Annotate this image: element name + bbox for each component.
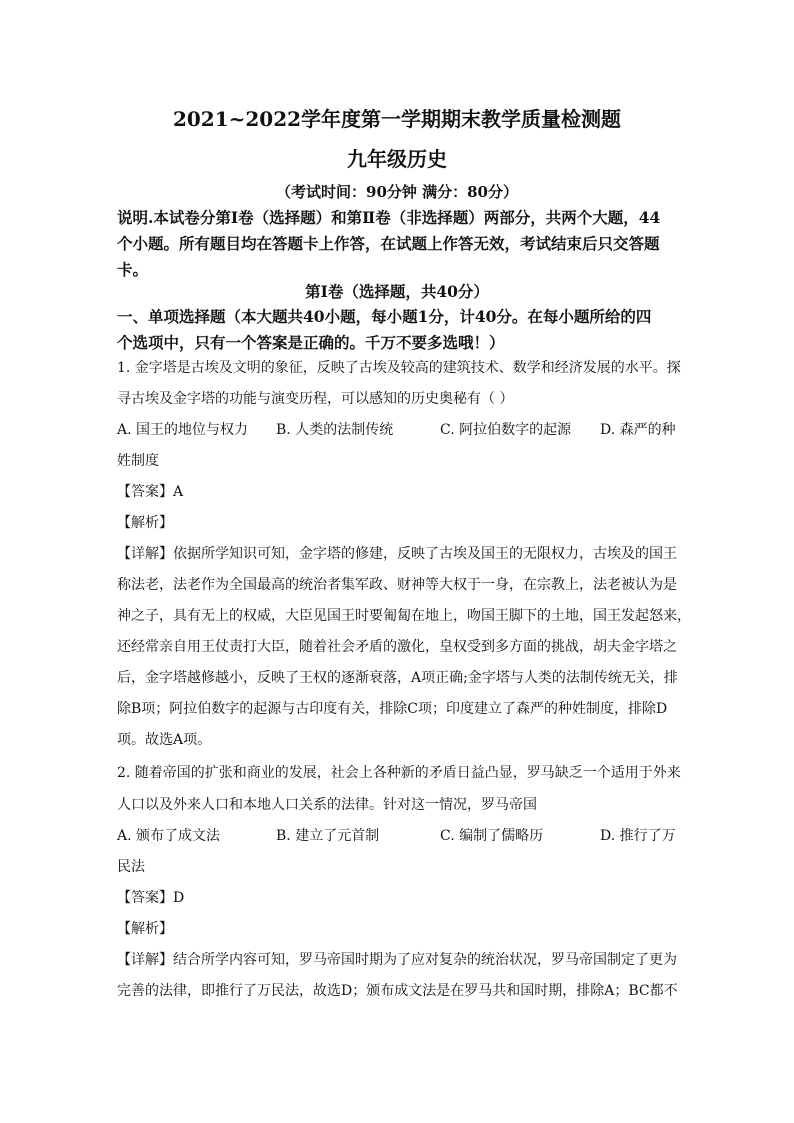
option-d-continuation: 姓制度: [117, 453, 159, 469]
answer-label: 【答案】D: [117, 890, 185, 906]
answer-label: 【答案】A: [117, 484, 184, 500]
option-b: B. 建立了元首制: [276, 828, 380, 844]
instruction-line: 说明.本试卷分第Ⅰ卷（选择题）和第Ⅱ卷（非选择题）两部分，共两个大题，44: [117, 208, 661, 227]
instruction-line: 卡。: [117, 260, 149, 279]
section-intro-line: 个选项中，只有一个答案是正确的。千万不要多选哦！）: [117, 333, 505, 352]
detail-line: 【详解】依据所学知识可知，金字塔的修建，反映了古埃及国王的无限权力，古埃及的国王: [117, 546, 677, 562]
option-c: C. 阿拉伯数字的起源: [440, 422, 572, 438]
option-a: A. 颁布了成文法: [117, 828, 221, 844]
exam-time-info: （考试时间：90分钟 满分：80分）: [276, 183, 518, 201]
detail-line: 还经常亲自用王仗责打大臣，随着社会矛盾的激化，皇权受到多方面的挑战，胡夫金字塔之: [117, 639, 677, 655]
exam-subject: 九年级历史: [347, 147, 447, 171]
detail-line: 神之子，具有无上的权威，大臣见国王时要匍匐在地上，吻国王脚下的土地，国王发起怒来，: [117, 608, 691, 624]
detail-line: 【详解】结合所学内容可知，罗马帝国时期为了应对复杂的统治状况，罗马帝国制定了更为: [117, 952, 677, 968]
section-heading: 第Ⅰ卷（选择题，共40分）: [305, 282, 489, 301]
option-d: D. 森严的种: [600, 422, 676, 438]
question-stem-line: 1. 金字塔是古埃及文明的象征，反映了古埃及较高的建筑技术、数学和经济发展的水平。探: [117, 360, 681, 376]
detail-line: 完善的法律，即推行了万民法，故选D；颁布成文法是在罗马共和国时期，排除A；BC都不: [117, 983, 678, 999]
question-stem-line: 人口以及外来人口和本地人口关系的法律。针对这一情况，罗马帝国: [117, 797, 537, 813]
question-stem-line: 寻古埃及金字塔的功能与演变历程，可以感知的历史奥秘有（ ）: [117, 391, 514, 407]
detail-line: 称法老，法老作为全国最高的统治者集军政、财神等大权于一身，在宗教上，法老被认为是: [117, 577, 677, 593]
analysis-label: 【解析】: [117, 921, 173, 937]
option-a: A. 国王的地位与权力: [117, 422, 249, 438]
detail-line: 除B项；阿拉伯数字的起源与古印度有关，排除C项；印度建立了森严的种姓制度，排除D: [117, 701, 668, 717]
question-stem-line: 2. 随着帝国的扩张和商业的发展，社会上各种新的矛盾日益凸显，罗马缺乏一个适用于外来: [117, 765, 681, 781]
detail-line: 后，金字塔越修越小，反映了王权的逐渐衰落，A项正确;金字塔与人类的法制传统无关，排: [117, 670, 678, 686]
exam-title: 2021~2022学年度第一学期期末教学质量检测题: [172, 107, 622, 131]
section-intro-line: 一、单项选择题（本大题共40小题，每小题1分，计40分。在每小题所给的四: [117, 307, 652, 326]
analysis-label: 【解析】: [117, 515, 173, 531]
option-d-continuation: 民法: [117, 859, 145, 875]
instruction-line: 个小题。所有题目均在答题卡上作答，在试题上作答无效，考试结束后只交答题: [117, 234, 660, 253]
detail-line: 项。故选A项。: [117, 732, 212, 748]
option-b: B. 人类的法制传统: [276, 422, 394, 438]
option-c: C. 编制了儒略历: [440, 828, 544, 844]
option-d: D. 推行了万: [600, 828, 676, 844]
